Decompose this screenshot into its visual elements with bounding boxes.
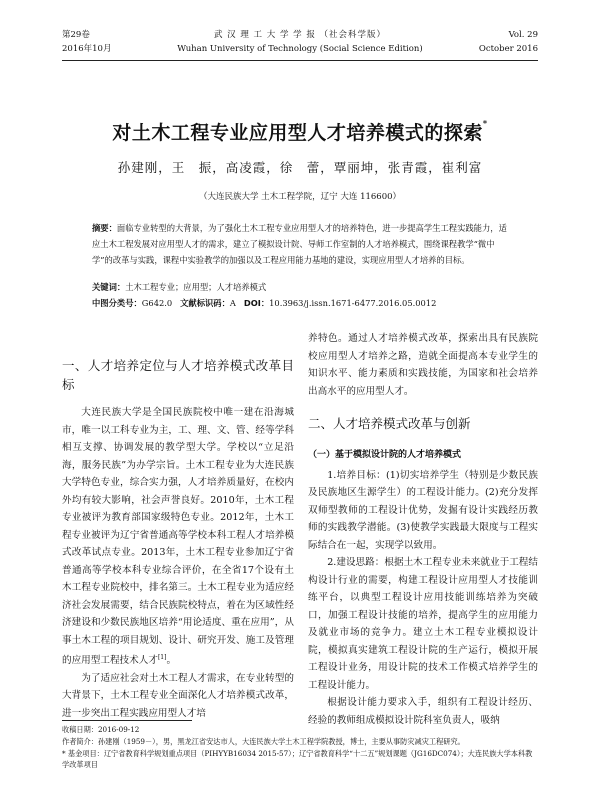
section-2-title: 二、人才培养模式改革与创新 (308, 416, 471, 431)
section-1-paragraph-2: 为了适应社会对土木工程人才需求，在专业转型的大背景下，土木工程专业全面深化人才培养模式改革，进一步突出工程实践应用型人才培 (62, 672, 294, 719)
doc-label: 文献标识码： (180, 298, 230, 308)
citation-1: [1] (157, 654, 167, 661)
footnote-rule (62, 720, 192, 721)
authors: 孙建刚，王 振，高凌霞，徐 蕾，覃丽坤，张青霞，崔利富 (117, 160, 483, 175)
fund-label: * 基金项目： (62, 749, 104, 758)
section-1-title: 一、人才培养定位与人才培养模式改革目标 (62, 358, 294, 392)
doi-label: DOI： (243, 298, 270, 308)
header-right (479, 28, 538, 56)
construction-approach-paragraph: 2.建设思路：根据土木工程专业未来就业于工程结构设计行业的需要，构建工程设计应用型人才技能训练平台，以典型工程设计应用技能训练培养为突破口，加强工程设计技能的培养，提高学生的应用能力及就业市场的竞争力。建立土木工程专业模拟设计院，模拟真实建筑工程设计院的生产运行，模拟开展工程设计业务，用设计院的技术工作模式培养学生的工程设计能力。 (308, 557, 538, 691)
doc-value: A (229, 298, 236, 308)
article-title: 对土木工程专业应用型人才培养模式的探索* (112, 118, 488, 144)
journal-en: Wuhan University of Technology (Social Science Edition) (177, 44, 423, 54)
footnote-author: 作者简介：孙建刚（1959－），男，黑龙江省安达市人，大连民族大学土木工程学院教授，博士，主要从事防灾减灾工程研究。 (62, 737, 465, 746)
left-column (62, 356, 294, 722)
journal-cn: 武 汉 理 工 大 学 学 报 （社会科学版） (213, 30, 387, 40)
section-1-paragraph-1: 大连民族大学是全国民族院校中唯一建在沿海城市，唯一以工科专业为主，工、理、文、管、经等学科相互支撑、协调发展的教学型大学。学校以“立足沿海，服务民族”为办学宗旨。土木工程专业为大连民族大学特色专业，综合实力强，人才培养质量好，在校内外均有较大影响，社会声誉良好。2010年，土木工程专业被评为教育部国家级特色专业。2012年，土木工程专业被评为辽宁省普通高等学校本科工程人才培养模式改革试点专业。2013年，土木工程专业参加辽宁省普通高等学校本科专业综合评价，在全省17个设有土木工程专业院校中，排名第三。土木工程专业为适应经济社会发展需要，结合民族院校特点，着在为区域性经济建设和少数民族地区培养“用论适度、重在应用”，从事土木工程的项目规划、设计、研究开发、施工及管理的应用型工程技术人才[1]。 (62, 407, 294, 667)
month-en: October 2016 (478, 44, 538, 54)
keywords (92, 281, 510, 293)
class-value: G642.0 (141, 298, 173, 308)
footnote-fund (62, 748, 538, 770)
affiliation: （大连民族大学 土木工程学院，辽宁 大连 116600） (198, 192, 402, 202)
abstract-label: 摘要： (92, 223, 117, 233)
right-column (308, 330, 538, 729)
design-ability-paragraph: 根据设计能力要求入手，组织有工程设计经历、经验的教师组成模拟设计院科室负责人，吸纳 (308, 697, 538, 726)
footnote-received: 收稿日期：2016-09-12 (62, 725, 140, 734)
doi-value: 10.3963/j.issn.1671-6477.2016.05.0012 (269, 298, 437, 308)
continued-paragraph: 养特色。通过人才培养模式改革，探索出具有民族院校应用型人才培养之路，造就全面提高本专业学生的知识水平、能力素质和实践技能，为国家和社会培养出高水平的应用型人才。 (308, 333, 538, 397)
training-goals-paragraph: 1.培养目标：(1)切实培养学生（特别是少数民族及民族地区生源学生）的工程设计能力。(2)充分发挥双师型教师的工程设计优势，发掘有设计实践经历教师的实践教学潜能。(3)使教学实践最大限度与工程实际结合在一起，实现学以致用。 (308, 469, 538, 551)
fund-text: 辽宁省教育科学规划重点项目（PIHYYB16034 2015-57）；辽宁省教育科学“十二五”规划课题（JG16DC074）；大连民族大学本科教学改革项目 (62, 749, 533, 769)
volume-en: Vol. 29 (508, 30, 538, 40)
subsection-1-title: （一）基于模拟设计院的人才培养模式 (308, 450, 462, 460)
keywords-label: 关键词： (92, 282, 126, 292)
keywords-text: 土木工程专业；应用型；人才培养模式 (125, 282, 267, 292)
abstract (92, 220, 510, 268)
classification-line (92, 297, 510, 309)
header-left (62, 28, 111, 56)
issue-cn: 2016年10月 (62, 44, 112, 54)
header-rule (62, 60, 538, 61)
header-center (150, 28, 450, 56)
class-label: 中图分类号： (92, 298, 142, 308)
title-footnote-mark: * (482, 118, 488, 128)
abstract-text: 面临专业转型的大背景，为了强化土木工程专业应用型人才的培养特色，进一步提高学生工程实践能力，适应土木工程发展对应用型人才的需求，建立了模拟设计院、导师工作室制的人才培养模式，围绕课程教学“微中学”的改革与实践，课程中实验教学的加强以及工程应用能力基地的建设，实现应用型人才培养的目标。 (92, 223, 507, 265)
volume-cn: 第29卷 (62, 30, 90, 40)
